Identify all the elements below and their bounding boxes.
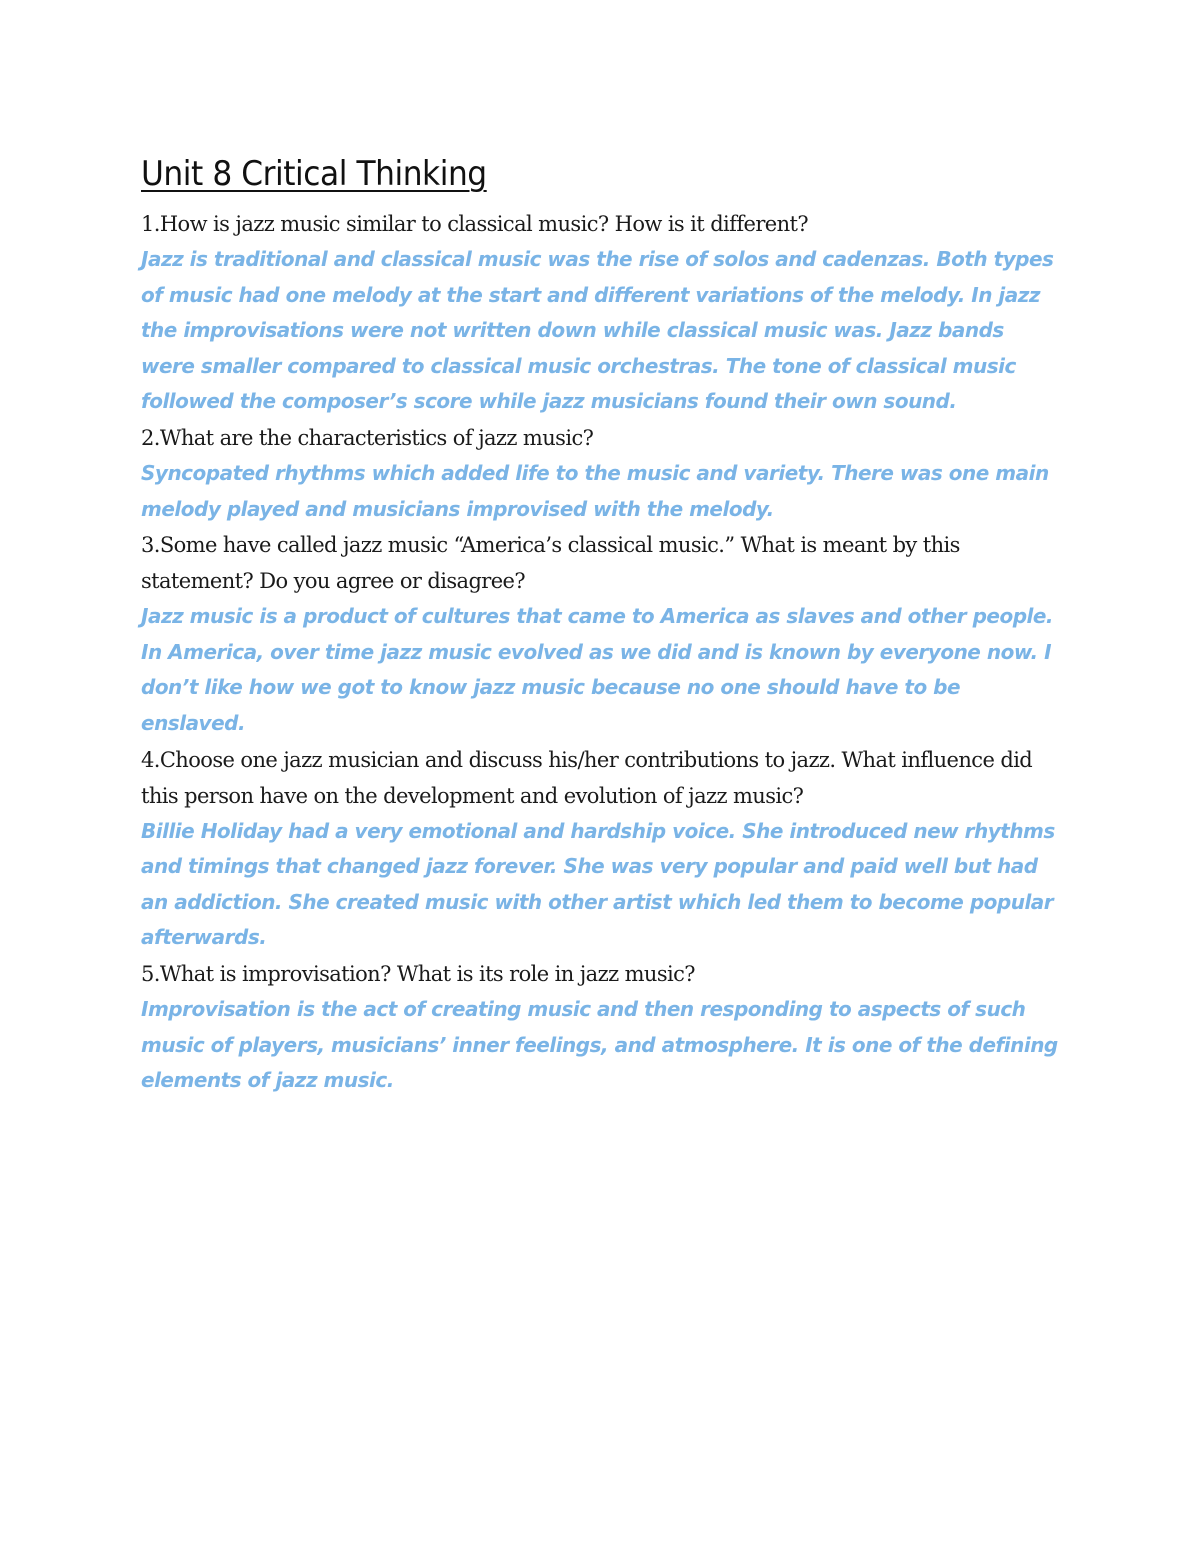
answer-4: Billie Holiday had a very emotional and hardship voice. She introduced new rhythms and timings that changed jazz forever. She was very popular and paid well but had an addiction. She created music with other artist which led them to become popular afterwards. xyxy=(141,818,1055,950)
question-2: 2.What are the characteristics of jazz music? xyxy=(141,425,594,450)
answer-1: Jazz is traditional and classical music was the rise of solos and cadenzas. Both types of music had one melody at the start and different variations of the melody. In jazz the improvisations were not written down while classical music was. Jazz bands were smaller compared to classical music orchestras. The tone of classical music followed the composer’s score while jazz musicians found their own sound. xyxy=(141,247,1054,414)
question-block-2 xyxy=(141,420,1061,527)
question-block-1 xyxy=(141,206,1061,420)
question-1: 1.How is jazz music similar to classical music? How is it different? xyxy=(141,212,809,236)
question-block-5 xyxy=(141,956,1061,1099)
question-4: 4.Choose one jazz musician and discuss his/her contributions to jazz. What influence did this person have on the development and evolution of jazz music? xyxy=(141,747,1033,808)
document-title: Unit 8 Critical Thinking xyxy=(141,154,487,194)
question-block-4 xyxy=(141,742,1061,956)
question-5: 5.What is improvisation? What is its role in jazz music? xyxy=(141,961,695,986)
question-block-3 xyxy=(141,527,1061,741)
question-3: 3.Some have called jazz music “America’s classical music.” What is meant by this statement? Do you agree or disagree? xyxy=(141,533,960,594)
answer-2: Syncopated rhythms which added life to the music and variety. There was one main melody played and musicians improvised with the melody. xyxy=(141,460,1049,521)
answer-5: Improvisation is the act of creating music and then responding to aspects of such music of players, musicians’ inner feelings, and atmosphere. It is one of the defining elements of jazz music. xyxy=(141,996,1058,1093)
document-body xyxy=(141,150,1061,1099)
answer-3: Jazz music is a product of cultures that came to America as slaves and other people. In America, over time jazz music evolved as we did and is known by everyone now. I don’t like how we got to know jazz music because no one should have to be enslaved. xyxy=(141,604,1054,735)
